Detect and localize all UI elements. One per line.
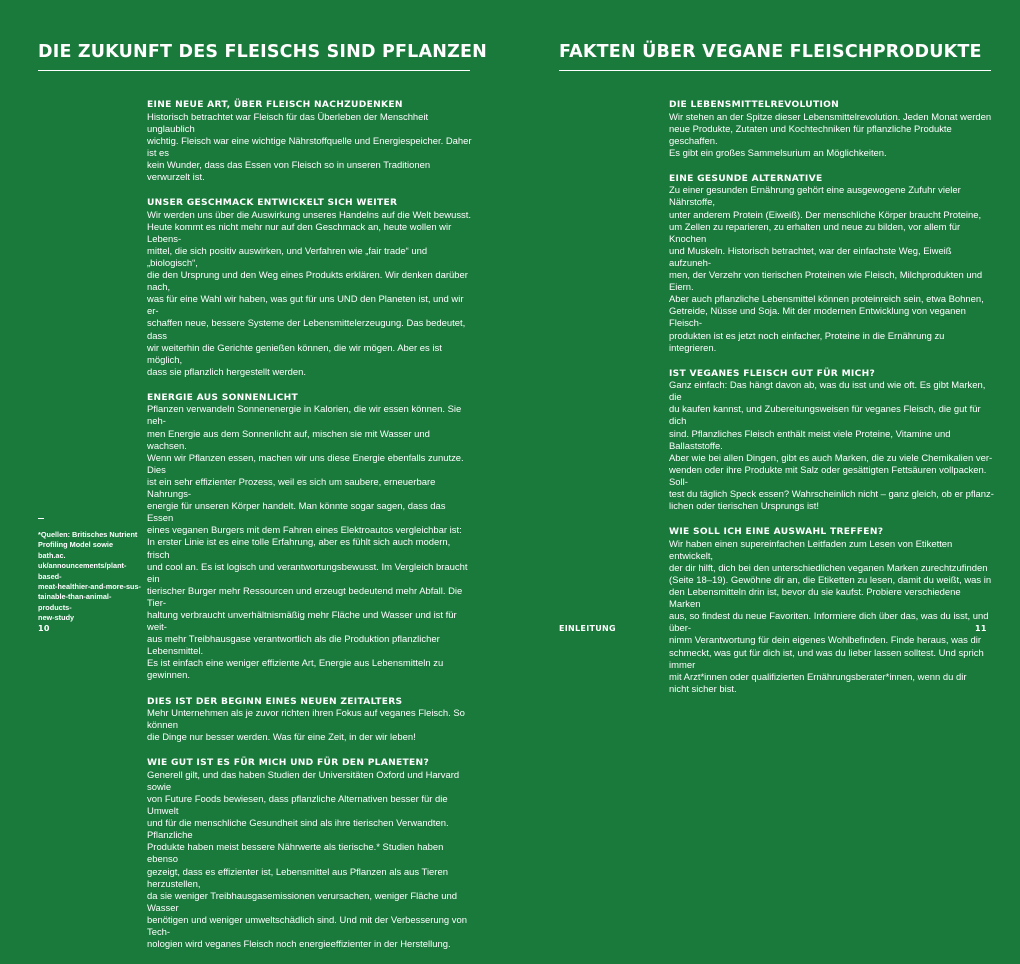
right-page-title: FAKTEN ÜBER VEGANE FLEISCHPRODUKTE [559,42,982,62]
body-line: um Zellen zu reparieren, zu erhalten und neue zu bilden, vor allem für Knochen [669,221,961,245]
section-body [669,539,994,696]
section-heading: EINE GESUNDE ALTERNATIVE [669,173,823,184]
section-heading: ENERGIE AUS SONNENLICHT [147,392,299,403]
body-line: test du täglich Speck essen? Wahrscheinlich nicht – ganz gleich, ob er pflanz- [669,489,994,501]
section-body [147,112,472,185]
body-line: der dir hilft, dich bei den unterschiedlichen veganen Marken zurechtzufinden [669,562,988,574]
section-label: EINLEITUNG [559,624,616,633]
body-line: Wir werden uns über die Auswirkung unseres Handelns auf die Welt bewusst. [147,209,472,221]
right-page [510,0,1020,695]
body-line: da sie weniger Treibhausgasemissionen verursachen, weniger Fläche und Wasser [147,890,458,914]
section-heading: WIE GUT IST ES FÜR MICH UND FÜR DEN PLANETEN? [147,758,430,769]
body-line: eines veganen Burgers mit dem Fahren eines Elektroautos vergleichbar ist: [147,525,462,537]
body-line: und für die menschliche Gesundheit sind als ihre tierischen Verwandten. Pflanzliche [147,818,449,842]
section-body [669,380,994,513]
left-text-column [147,99,472,964]
body-line: Es ist einfach eine weniger effiziente Art, Energie aus Lebensmitteln zu gewinnen. [147,658,444,682]
body-line: Zu einer gesunden Ernährung gehört eine ausgewogene Zufuhr vieler Nährstoffe, [669,185,961,209]
body-line: Wir haben einen supereinfachen Leitfaden zum Lesen von Etiketten entwickelt, [669,538,953,562]
right-text-column [669,99,994,709]
body-line: ist ein sehr effizienter Prozess, weil es sich um saubere, erneuerbare Nahrungs- [147,476,436,501]
body-line: In erster Linie ist es eine tolle Erfahrung, aber es fühlt sich auch modern, frisch [147,537,451,561]
body-line: Historisch betrachtet war Fleisch für das Überleben der Menschheit unglaublich [147,111,429,135]
left-page-title: DIE ZUKUNFT DES FLEISCHS SIND PFLANZEN [38,42,488,62]
body-line: Produkte haben meist bessere Nährwerte als tierische.* Studien haben ebenso [147,842,444,866]
body-line: nimm Verantwortung für dein eigenes Wohlbefinden. Finde heraus, was dir [669,635,981,647]
body-line: was für eine Wahl wir haben, was gut für uns UND den Planeten ist, und wir er- [147,294,464,318]
body-line: die Dinge nur besser werden. Was für eine Zeit, in der wir leben! [147,732,416,744]
section-heading: DIE LEBENSMITTELREVOLUTION [669,100,840,110]
body-line: mittel, die sich positiv auswirken, und Verfahren wie „fair trade“ und „biologisch“, [147,245,428,269]
body-line: men Energie aus dem Sonnenlicht auf, mischen sie mit Wasser und wachsen. [147,428,430,452]
body-line: schmeckt, was gut für dich ist, und was du lieber lassen solltest. Und sprich immer [669,647,984,671]
body-line: die den Ursprung und den Weg eines Produkts erklären. Wir denken darüber nach, [147,270,468,294]
body-line: mit Arzt*innen oder qualifizierten Ernährungsberater*innen, wenn du dir [669,671,967,683]
body-line: Pflanzen verwandeln Sonnenenergie in Kalorien, die wir essen können. Sie neh- [147,404,462,428]
body-line: und cool an. Es ist logisch und verantwortungsbewusst. Im Vergleich braucht ein [147,561,468,585]
footnote-dash [38,518,44,519]
body-line: Wenn wir Pflanzen essen, machen wir uns diese Energie ebenfalls zunutze. Dies [147,452,464,476]
body-line: energie für unseren Körper handelt. Man könnte sogar sagen, dass das Essen [147,501,446,525]
body-line: produkten ist es jetzt noch einfacher, Proteine in die Ernährung zu integrieren. [669,330,945,354]
section-body [669,112,994,160]
article-section [669,173,994,355]
section-heading: UNSER GESCHMACK ENTWICKELT SICH WEITER [147,198,398,209]
body-line: nicht sicher bist. [669,683,737,695]
body-line: (Seite 18–19). Gewöhne dir an, die Etiketten zu lesen, damit du weißt, was in [669,575,992,586]
body-line: wichtig. Fleisch war eine wichtige Nährstoffquelle und Energiespeicher. Daher ist es [147,135,472,159]
body-line: von Future Foods bewiesen, dass pflanzliche Alternativen besser für die Umwelt [147,794,448,818]
body-line: Getreide, Nüsse und Soja. Mit der modernen Entwicklung von veganen Fleisch- [669,306,966,330]
footnote-text: *Quellen: Britisches Nutrient Profiling Model sowie bath.ac. uk/announcements/plant-based- meat-healthier-and-more-sus- tainable-than-animal-products- new-study [38,530,141,623]
section-heading: EINE NEUE ART, ÜBER FLEISCH NACHZUDENKEN [147,100,403,110]
body-line: lichen oder tierischen Ursprungs ist! [669,501,820,513]
body-line: Mehr Unternehmen als je zuvor richten ihren Fokus auf veganes Fleisch. So können [147,708,465,732]
section-heading: IST VEGANES FLEISCH GUT FÜR MICH? [669,368,876,379]
body-line: unter anderem Protein (Eiweiß). Der menschliche Körper braucht Proteine, [669,209,982,221]
body-line: Es gibt ein großes Sammelsurium an Möglichkeiten. [669,147,887,159]
body-line: neue Produkte, Zutaten und Kochtechniken für pflanzliche Produkte geschaffen. [669,123,952,147]
body-line: den Lebensmitteln drin ist, bevor du sie kaufst. Probiere verschiedene Marken [669,587,961,611]
body-line: du kaufen kannst, und Zubereitungsweisen für veganes Fleisch, die gut für dich [669,404,981,428]
body-line: benötigen und weniger umweltschädlich sind. Und mit der Verbesserung von Tech- [147,914,468,939]
body-line: gezeigt, dass es effizienter ist, Lebensmittel aus Pflanzen als aus Tieren herzustellen, [147,866,448,890]
body-line: nologien wird veganes Fleisch noch energieeffizienter in der Herstellung. [147,939,451,951]
article-section [669,99,994,160]
article-section [669,368,994,514]
page-number-left: 10 [38,624,50,633]
section-body [669,185,994,354]
left-title-rule [38,70,470,71]
right-title-rule [559,70,991,71]
section-heading: WIE SOLL ICH EINE AUSWAHL TREFFEN? [669,527,884,538]
body-line: men, der Verzehr von tierischen Proteinen wie Fleisch, Milchprodukten und Eiern. [669,270,983,294]
body-line: aus mehr Treibhausgase verantwortlich als die Produktion pflanzlicher Lebensmittel. [147,634,440,658]
article-section [669,526,994,696]
section-heading: DIES IST DER BEGINN EINES NEUEN ZEITALTERS [147,696,403,707]
body-line: wenden oder ihre Produkte mit Salz oder gesättigten Fettsäuren vollpacken. Soll- [669,464,987,488]
article-section [147,757,472,951]
body-line: schaffen neue, bessere Systeme der Lebensmittelerzeugung. Das bedeutet, dass [147,318,466,342]
section-body [147,708,472,744]
article-section [147,197,472,379]
article-section [147,392,472,683]
article-section [147,99,472,184]
body-line: wir weiterhin die Gerichte genießen können, die wir mögen. Aber es ist möglich, [147,342,442,366]
body-line: aus, so findest du neue Favoriten. Informiere dich über das, was du isst, und über- [669,611,989,635]
section-body [147,404,472,682]
left-page [0,0,510,951]
body-line: Wir stehen an der Spitze dieser Lebensmittelrevolution. Jeden Monat werden [669,111,992,123]
body-line: Aber wie bei allen Dingen, gibt es auch Marken, die zu viele Chemikalien ver- [669,452,993,464]
body-line: dass sie pflanzlich hergestellt werden. [147,366,306,378]
section-body [147,770,472,951]
body-line: Aber auch pflanzliche Lebensmittel können proteinreich sein, etwa Bohnen, [669,294,984,306]
body-line: sind. Pflanzliches Fleisch enthält meist viele Proteine, Vitamine und Ballaststoffe. [669,428,951,452]
section-body [147,210,472,379]
body-line: tierischer Burger mehr Ressourcen und erzeugt bedeutend mehr Abfall. Die Tier- [147,585,463,609]
article-section [147,696,472,745]
page-number-right: 11 [975,624,987,633]
body-line: Heute kommt es nicht mehr nur auf den Geschmack an, heute wollen wir Lebens- [147,221,452,245]
body-line: haltung verbraucht unverhältnismäßig mehr Fläche und Wasser und ist für weit- [147,609,457,634]
body-line: Ganz einfach: Das hängt davon ab, was du isst und wie oft. Es gibt Marken, die [669,380,986,404]
body-line: und Muskeln. Historisch betrachtet, war der einfachste Weg, Eiweiß aufzuneh- [669,245,952,269]
body-line: Generell gilt, und das haben Studien der Universitäten Oxford und Harvard sowie [147,769,460,793]
footnote [38,518,142,624]
body-line: kein Wunder, dass das Essen von Fleisch so in unseren Traditionen verwurzelt ist. [147,159,431,183]
